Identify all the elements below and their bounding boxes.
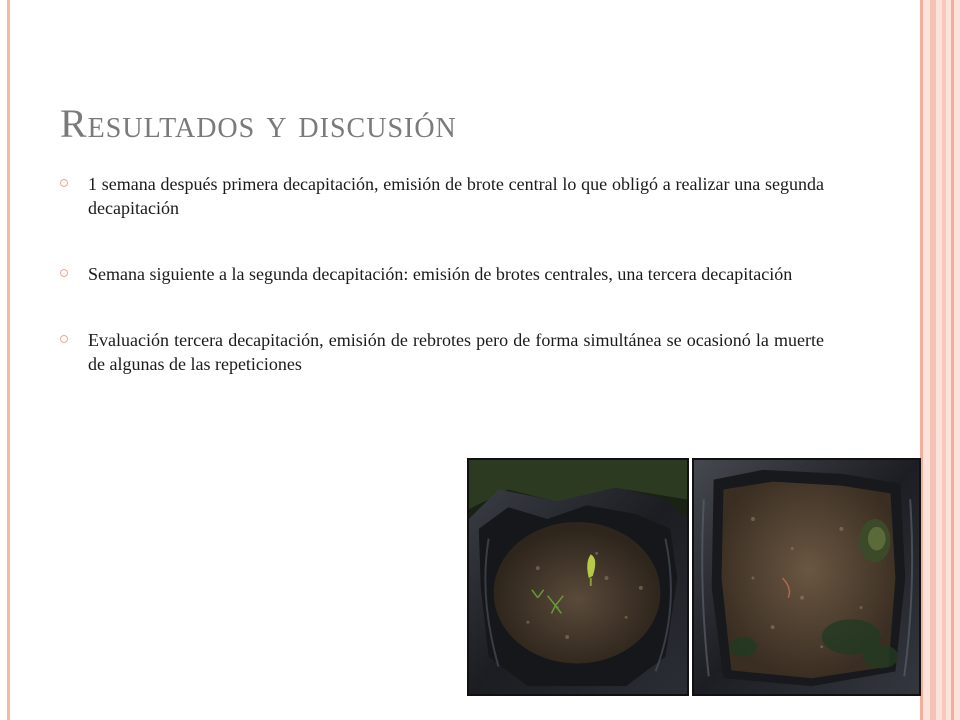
right-decorative-panel	[920, 0, 960, 720]
bullet-text: Semana siguiente a la segunda decapitación: emisión de brotes centrales, una tercera decapitación	[88, 264, 793, 284]
right-panel-stripe	[951, 0, 954, 720]
right-panel-stripe	[942, 0, 946, 720]
bullet-text: Evaluación tercera decapitación, emisión de rebrotes pero de forma simultánea se ocasionó la muerte de algunas de las repeticiones	[88, 330, 824, 374]
bullet-item	[60, 172, 824, 220]
bullet-list	[60, 172, 824, 418]
slide-title: Resultados y discusión	[60, 101, 457, 146]
wilted-pot-photo	[692, 458, 921, 696]
ring-bullet-icon	[60, 269, 68, 277]
bullet-item	[60, 262, 824, 286]
ring-bullet-icon	[60, 335, 68, 343]
bullet-text: 1 semana después primera decapitación, emisión de brote central lo que obligó a realizar una segunda decapitación	[88, 174, 824, 218]
right-panel-stripe	[930, 0, 936, 720]
ring-bullet-icon	[60, 179, 68, 187]
left-decorative-stripe	[7, 0, 10, 720]
seedling-pot-photo	[467, 458, 689, 696]
bullet-item	[60, 328, 824, 376]
